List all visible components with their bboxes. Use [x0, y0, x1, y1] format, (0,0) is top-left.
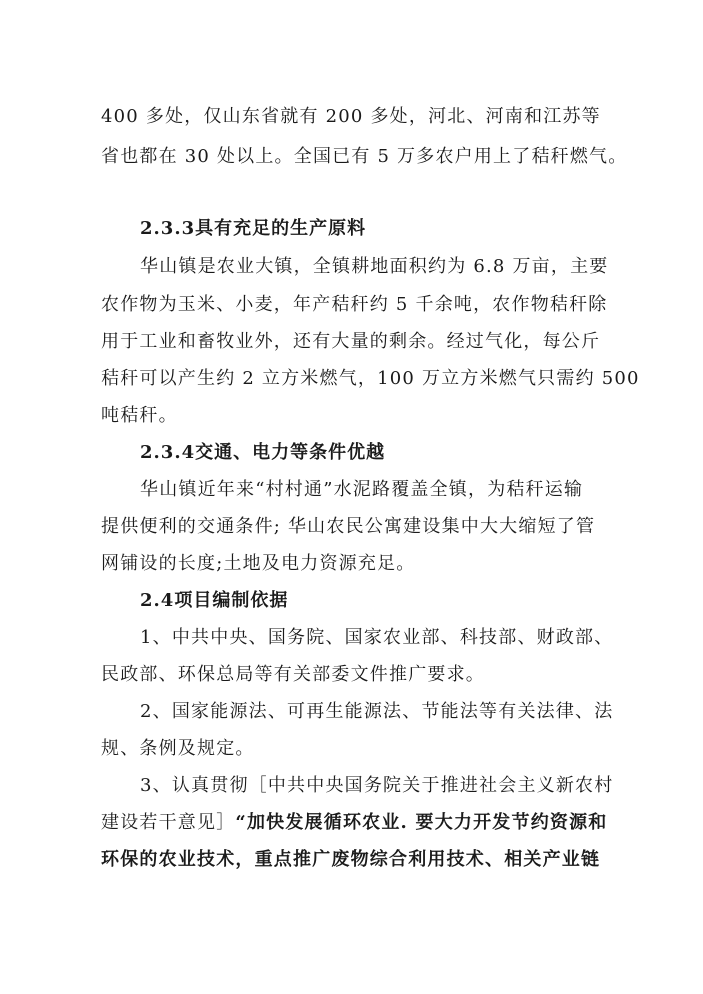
s24-item3-line-1: 3、认真贯彻［中共中央国务院关于推进社会主义新农村 — [140, 775, 614, 796]
section-heading-2-3-4: 2.3.4交通、电力等条件优越 — [140, 442, 386, 463]
s24-item2-line-2: 规、条例及规定。 — [101, 738, 255, 759]
s24-item3-line-2 — [101, 812, 608, 834]
s234-line-2: 提供便利的交通条件; 华山农民公寓建设集中大大缩短了管 — [101, 516, 596, 537]
s233-line-5: 吨秸秆。 — [101, 405, 178, 426]
s24-item2-line-1: 2、国家能源法、可再生能源法、节能法等有关法律、法 — [140, 701, 614, 722]
s24-item1-line-2: 民政部、环保总局等有关部委文件推广要求。 — [101, 664, 485, 685]
s233-line-1: 华山镇是农业大镇，全镇耕地面积约为 6.8 万亩，主要 — [140, 256, 609, 277]
section-heading-2-4: 2.4项目编制依据 — [140, 590, 289, 611]
section-heading-2-3-3: 2.3.3具有充足的生产原料 — [140, 218, 367, 239]
s24-item1-line-1: 1、中共中央、国务院、国家农业部、科技部、财政部、 — [140, 627, 614, 648]
s24-item3-line-2-normal: 建设若干意见］ — [101, 812, 236, 833]
s24-item3-line-3: 环保的农业技术，重点推广废物综合利用技术、相关产业链 — [101, 849, 601, 870]
s24-item3-line-2-bold: “加快发展循环农业. 要大力开发节约资源和 — [235, 812, 608, 833]
s233-line-2: 农作物为玉米、小麦，年产秸秆约 5 千余吨，农作物秸秆除 — [101, 294, 608, 315]
s234-line-3: 网铺设的长度;土地及电力资源充足。 — [101, 553, 416, 574]
intro-line-1: 400 多处，仅山东省就有 200 多处，河北、河南和江苏等 — [101, 106, 601, 127]
s233-line-4: 秸秆可以产生约 2 立方米燃气，100 万立方米燃气只需约 500 — [101, 368, 640, 389]
s234-line-1: 华山镇近年来“村村通”水泥路覆盖全镇，为秸秆运输 — [140, 479, 584, 500]
intro-line-2: 省也都在 30 处以上。全国已有 5 万多农户用上了秸秆燃气。 — [101, 146, 628, 167]
s233-line-3: 用于工业和畜牧业外，还有大量的剩余。经过气化，每公斤 — [101, 331, 601, 352]
